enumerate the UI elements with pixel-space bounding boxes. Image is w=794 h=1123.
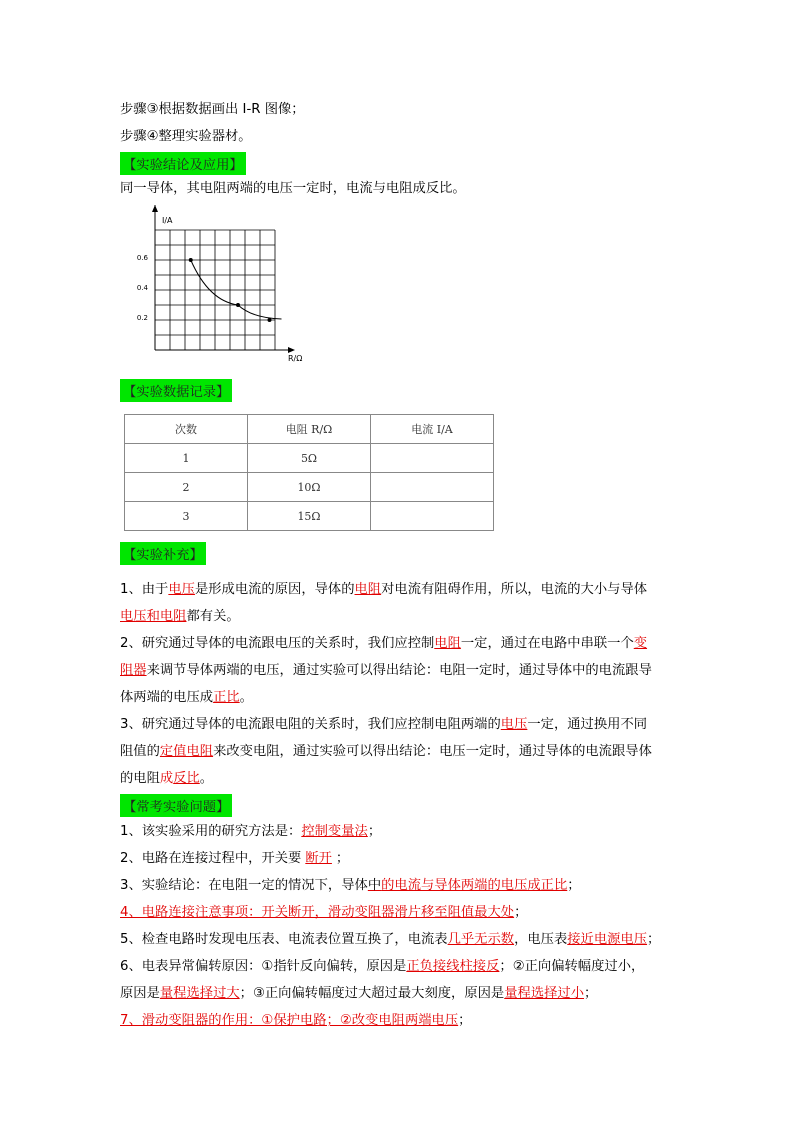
header-cell: 电阻 R/Ω — [248, 415, 371, 444]
x-axis-arrow — [288, 347, 295, 353]
step-3: 步骤③根据数据画出 I-R 图像； — [120, 102, 305, 117]
x-axis-label: R/Ω — [288, 354, 303, 363]
supplement-heading — [120, 542, 206, 565]
table-cell: 10Ω — [248, 473, 371, 502]
supplement-tag: 【实验补充】 — [120, 542, 206, 565]
faq-q1: 1、该实验采用的研究方法是：控制变量法； — [120, 824, 382, 839]
supplement-p1-line1: 1、由于电压是形成电流的原因，导体的电阻对电流有阻碍作用，所以，电流的大小与导体 — [120, 582, 648, 597]
supplement-p3-line3: 的电阻成反比。 — [120, 771, 214, 786]
table-cell: 1 — [125, 444, 248, 473]
supplement-p1-line2: 电压和电阻都有关。 — [120, 609, 240, 624]
y-tick-label: 0.4 — [136, 284, 148, 292]
data-heading — [120, 379, 232, 402]
faq-q7: 7、滑动变阻器的作用：①保护电路；②改变电阻两端电压； — [120, 1013, 472, 1028]
y-tick-label: 0.6 — [136, 254, 148, 262]
table-cell — [371, 444, 494, 473]
y-axis-arrow — [152, 205, 158, 212]
header-cell: 次数 — [125, 415, 248, 444]
table-cell: 5Ω — [248, 444, 371, 473]
faq-q4: 4、电路连接注意事项：开关断开，滑动变阻器滑片移至阻值最大处； — [120, 905, 528, 920]
conclusion-text: 同一导体，其电阻两端的电压一定时，电流与电阻成反比。 — [120, 181, 466, 196]
supplement-p2-line2: 阻器来调节导体两端的电压，通过实验可以得出结论：电阻一定时，通过导体中的电流跟导 — [120, 663, 652, 678]
table-row — [125, 444, 494, 473]
data-point — [268, 318, 272, 322]
header-cell: 电流 I/A — [371, 415, 494, 444]
ir-chart — [130, 205, 320, 365]
faq-q3: 3、实验结论：在电阻一定的情况下，导体中的电流与导体两端的电压成正比； — [120, 878, 581, 893]
data-tag: 【实验数据记录】 — [120, 379, 232, 402]
table-header-row — [125, 415, 494, 444]
data-point — [236, 303, 240, 307]
faq-q6-line1: 6、电表异常偏转原因：①指针反向偏转，原因是正负接线柱接反；②正向偏转幅度过小， — [120, 959, 645, 974]
y-axis-label: I/A — [162, 216, 173, 225]
chart-curve — [191, 260, 282, 319]
supplement-p3-line2: 阻值的定值电阻来改变电阻，通过实验可以得出结论：电压一定时，通过导体的电流跟导体 — [120, 744, 652, 759]
y-tick-label: 0.2 — [136, 314, 148, 322]
faq-q5: 5、检查电路时发现电压表、电流表位置互换了，电流表几乎无示数，电压表接近电源电压； — [120, 932, 661, 947]
faq-heading — [120, 794, 232, 817]
step-4: 步骤④整理实验器材。 — [120, 129, 252, 144]
table-cell: 2 — [125, 473, 248, 502]
table-cell — [371, 473, 494, 502]
table-row — [125, 502, 494, 531]
supplement-p3-line1: 3、研究通过导体的电流跟电阻的关系时，我们应控制电阻两端的电压一定，通过换用不同 — [120, 717, 648, 732]
faq-q6-line2: 原因是量程选择过大；③正向偏转幅度过大超过最大刻度，原因是量程选择过小； — [120, 986, 598, 1001]
table-row — [125, 473, 494, 502]
supplement-p2-line1: 2、研究通过导体的电流跟电压的关系时，我们应控制电阻一定，通过在电路中串联一个变 — [120, 636, 648, 651]
chart-grid — [155, 230, 275, 350]
data-table — [124, 414, 494, 531]
conclusion-tag: 【实验结论及应用】 — [120, 152, 246, 175]
faq-q2: 2、电路在连接过程中，开关要 断开 ； — [120, 851, 350, 866]
supplement-p2-line3: 体两端的电压成正比。 — [120, 690, 253, 705]
table-cell — [371, 502, 494, 531]
faq-tag: 【常考实验问题】 — [120, 794, 232, 817]
table-cell: 3 — [125, 502, 248, 531]
table-cell: 15Ω — [248, 502, 371, 531]
data-point — [189, 258, 193, 262]
conclusion-heading — [120, 152, 246, 175]
